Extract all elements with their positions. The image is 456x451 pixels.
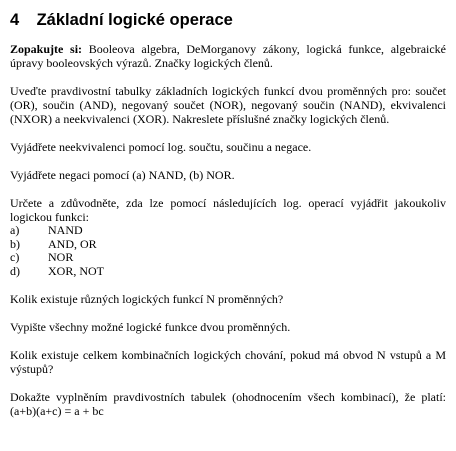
list-item-letter: a) (10, 223, 20, 237)
task-truth-tables: Uveďte pravdivostní tabulky základních logických funkcí dvou proměnných pro: součet (OR), součin (AND), negovaný součet (NOR), negovaný součin (NAND), ekvivalenci (NXOR) a neekvivalenci (XOR). Nakreslete příslušné značky logických členů. (10, 84, 446, 126)
task-function-count: Kolik existuje různých logických funkcí N proměnných? (10, 292, 284, 306)
review-paragraph (10, 42, 446, 70)
task-xor-expression: Vyjádřete neekvivalenci pomocí log. součtu, součinu a negace. (10, 140, 312, 154)
list-item-text: NOR (48, 250, 74, 264)
task-list-functions: Vypište všechny možné logické funkce dvou proměnných. (10, 320, 291, 334)
document-page (10, 10, 446, 432)
task-universal-operations: Určete a zdůvodněte, zda lze pomocí následujících log. operací vyjádřit jakoukoliv logickou funkci: (10, 196, 446, 224)
universal-operations-list (10, 224, 446, 278)
section-title: Základní logické operace (36, 11, 233, 29)
list-item-text: AND, OR (48, 236, 97, 251)
task-prove-identity: Dokažte vyplněním pravdivostních tabulek (ohodnocením všech kombinací), že platí: (a+b)(a+c) = a + bc (10, 390, 446, 418)
section-heading (10, 10, 446, 30)
list-item (10, 224, 446, 238)
list-item-text: NAND (48, 223, 83, 237)
list-item-letter: d) (10, 263, 20, 278)
task-combinational-behaviors: Kolik existuje celkem kombinačních logických chování, pokud má obvod N vstupů a M výstupů? (10, 348, 446, 376)
task-negation: Vyjádřete negaci pomocí (a) NAND, (b) NOR. (10, 168, 235, 182)
review-label: Zopakujte si: (10, 42, 83, 56)
list-item-letter: b) (10, 236, 20, 251)
list-item (10, 265, 446, 279)
list-item (10, 238, 446, 252)
list-item-letter: c) (10, 250, 20, 264)
section-number: 4 (10, 11, 20, 29)
list-item (10, 251, 446, 265)
list-item-text: XOR, NOT (48, 263, 104, 278)
review-text: Booleova algebra, DeMorganovy zákony, logická funkce, algebraické úpravy booleovských výrazů. Značky logických členů. (10, 42, 447, 70)
